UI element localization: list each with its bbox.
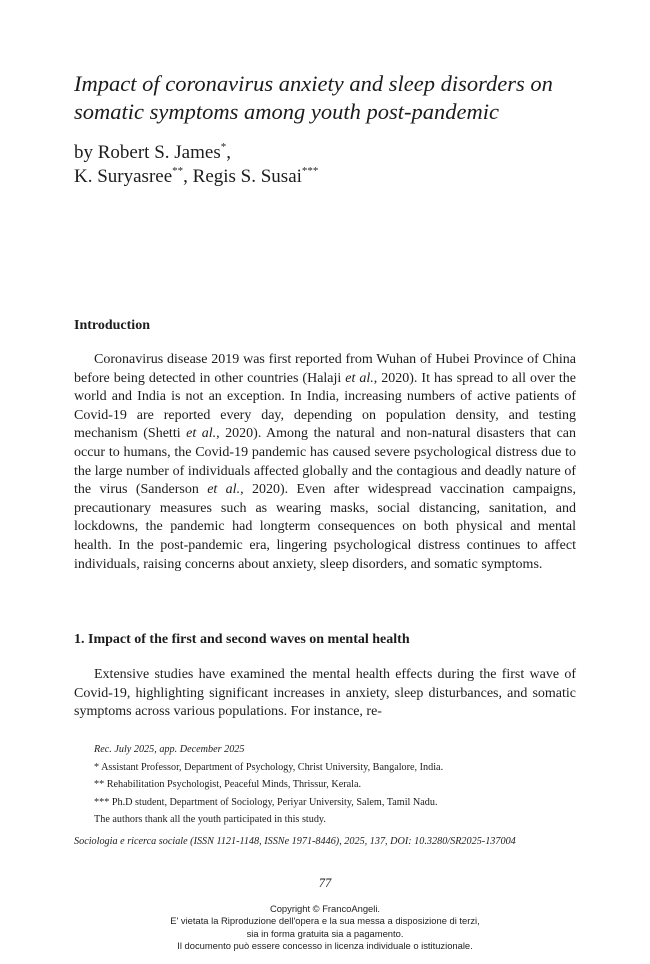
author-separator: , — [226, 142, 231, 163]
author-byline — [74, 141, 594, 189]
author-name: Robert S. James — [97, 142, 221, 163]
introduction-paragraph — [74, 351, 576, 574]
byline-prefix: by — [74, 142, 98, 163]
citation-et-al: et al. — [207, 482, 241, 498]
text-run: , 2020). It has spread to all over the world and India is not an exception. In India, increasing numbers of active patients of Covid-19 are reported every day, depending on population density, and testing mechanism (Shetti — [74, 370, 576, 442]
copyright-notice — [0, 903, 650, 953]
author-name: K. Suryasree — [74, 166, 173, 187]
citation-et-al: et al. — [186, 426, 217, 442]
article-title: Impact of coronavirus anxiety and sleep disorders on somatic symptoms among youth post-pandemic — [74, 71, 553, 124]
section1-paragraph — [74, 666, 576, 722]
text-run: Coronavirus disease 2019 was first reported from Wuhan of Hubei Province of China before being detected in other countries (Halaji — [74, 352, 576, 386]
copyright-line: E' vietata la Riproduzione dell'opera e la sua messa a disposizione di terzi, — [170, 915, 480, 927]
received-dates: Rec. July 2025, app. December 2025 — [94, 744, 245, 755]
author-separator: , — [183, 166, 193, 187]
copyright-line: sia in forma gratuita sia a pagamento. — [246, 927, 404, 939]
journal-reference: Sociologia e ricerca sociale (ISSN 1121-1148, ISSNe 1971-8446), 2025, 137, DOI: 10.3280/SR2025-137004 — [74, 836, 516, 847]
section-heading-introduction: Introduction — [74, 318, 150, 333]
copyright-line: Copyright © FrancoAngeli. — [269, 903, 381, 914]
footnote: ** Rehabilitation Psychologist, Peaceful Minds, Thrissur, Kerala. — [94, 779, 362, 790]
footnotes — [94, 741, 584, 829]
section-heading-1: 1. Impact of the first and second waves on mental health — [74, 632, 410, 647]
text-run: , 2020). Even after widespread vaccination campaigns, precautionary measures such as wearing masks, social distancing, sanitation, and lockdowns, the pandemic had longterm consequences on both physical and mental health. In the post-pandemic era, lingering psychological distress continues to affect individuals, raising concerns about anxiety, sleep disorders, and somatic symptoms. — [74, 482, 577, 572]
footnote: *** Ph.D student, Department of Sociology, Periyar University, Salem, Tamil Nadu. — [94, 796, 438, 808]
author-footnote-mark: ** — [172, 165, 184, 177]
copyright-line: Il documento può essere concesso in licenza individuale o istituzionale. — [177, 940, 473, 952]
citation-et-al: et al. — [345, 370, 374, 386]
text-run: , 2020). Among the natural and non-natural disasters that can occur to humans, the Covid-19 pandemic has caused severe psychological distress due to the large number of individuals affected globally and the contagious and deadly nature of the virus (Sanderson — [74, 426, 576, 498]
author-footnote-mark: * — [220, 141, 227, 153]
page-number: 77 — [318, 876, 332, 890]
footnote: * Assistant Professor, Department of Psychology, Christ University, Bangalore, India. — [94, 761, 444, 773]
text-run: Extensive studies have examined the mental health effects during the first wave of Covid-19, highlighting significant increases in anxiety, sleep disturbances, and somatic symptoms across various populations. For instance, re- — [74, 667, 576, 720]
acknowledgement: The authors thank all the youth participated in this study. — [94, 814, 326, 825]
author-footnote-mark: *** — [301, 165, 319, 177]
author-name: Regis S. Susai — [192, 166, 302, 187]
